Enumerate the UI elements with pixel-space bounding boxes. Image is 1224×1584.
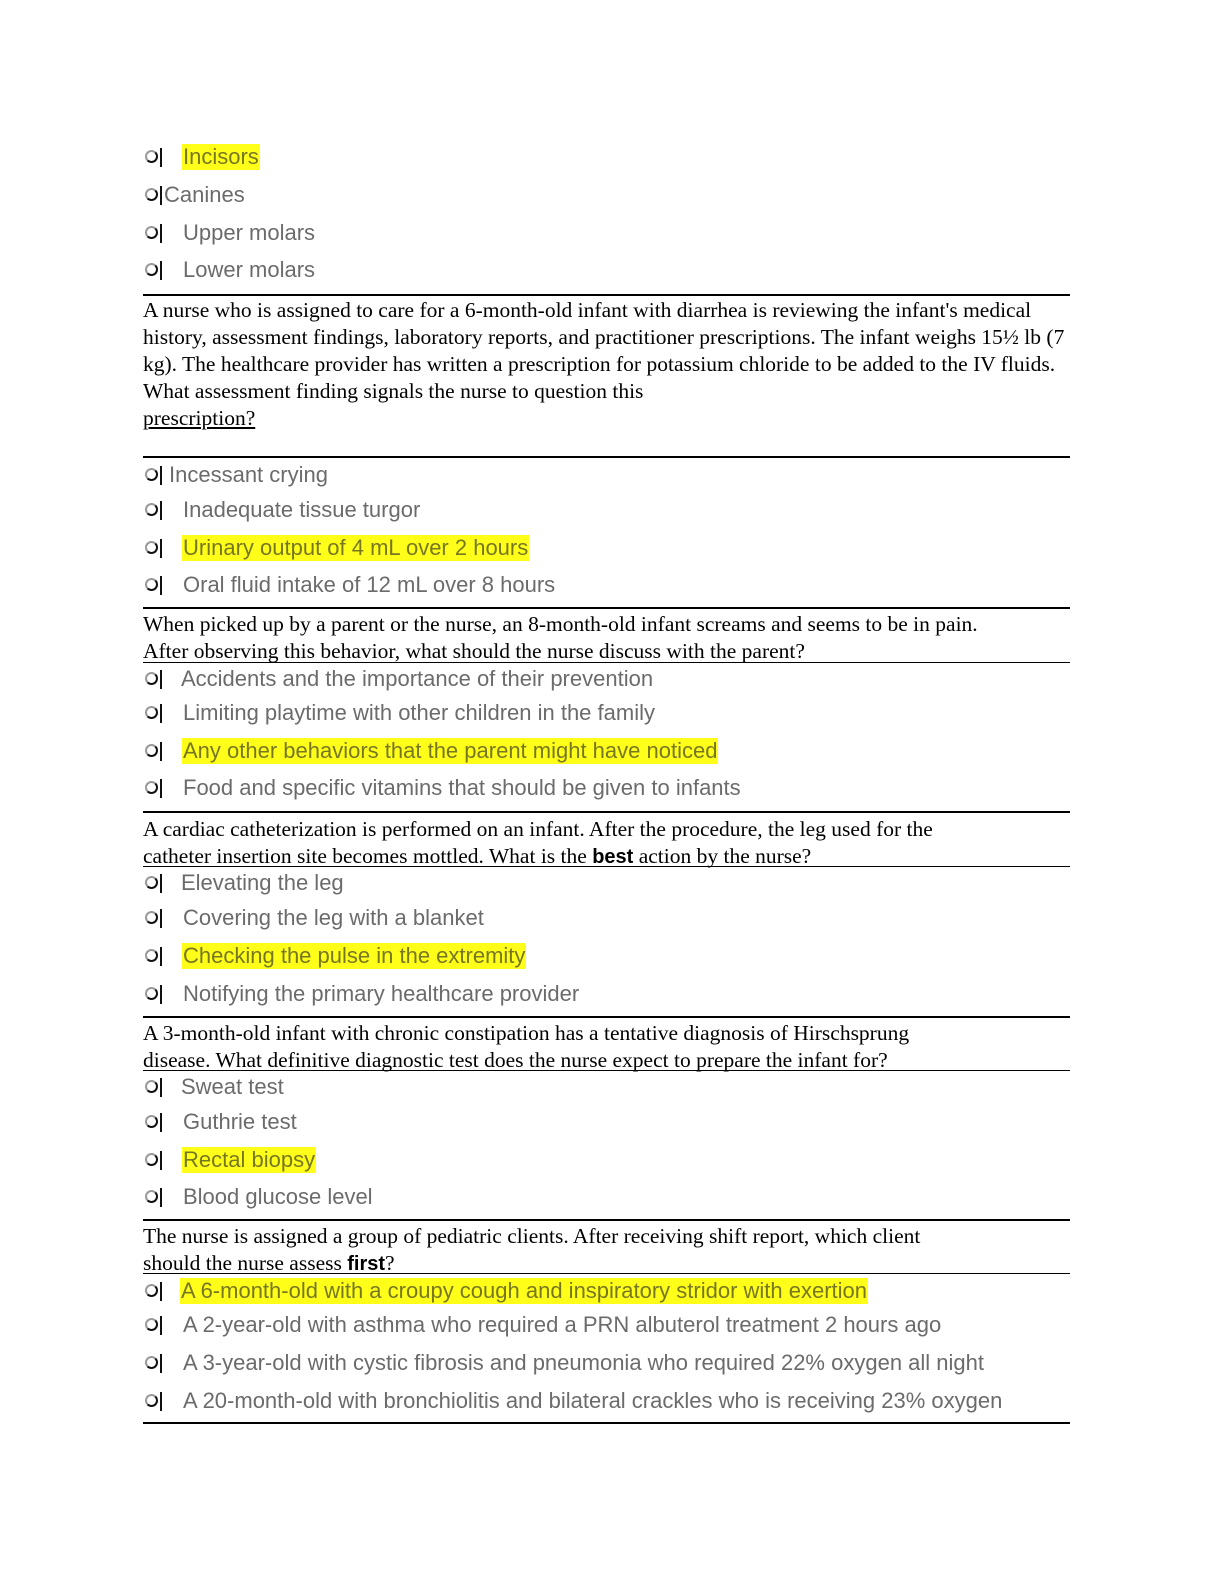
option-notifying-provider[interactable] [143, 978, 580, 1010]
radio-button-icon[interactable] [143, 872, 165, 894]
option-label: Canines [164, 182, 245, 207]
option-oral-fluid-intake[interactable] [143, 569, 556, 601]
radio-button-icon[interactable] [143, 537, 165, 559]
option-label: Food and specific vitamins that should be given to infants [183, 775, 741, 800]
question-text [143, 611, 1070, 665]
option-label: Inadequate tissue turgor [183, 497, 421, 522]
option-label: Any other behaviors that the parent might have noticed [183, 738, 718, 763]
divider [143, 607, 1070, 609]
radio-button-icon[interactable] [143, 222, 165, 244]
option-label: Incessant crying [169, 462, 328, 487]
option-incessant-crying[interactable] [143, 459, 329, 491]
radio-button-icon[interactable] [143, 499, 165, 521]
option-lower-molars[interactable] [143, 254, 316, 286]
question-line-2-end: action by the nurse? [638, 844, 812, 868]
radio-button-icon[interactable] [143, 1390, 165, 1412]
option-label: Upper molars [183, 220, 316, 245]
radio-button-icon[interactable] [143, 907, 165, 929]
question-line-1: A cardiac catheterization is performed on an infant. After the procedure, the leg used for the [143, 817, 933, 841]
question-line-2: disease. What definitive diagnostic test does the nurse expect to prepare the infant for? [143, 1048, 888, 1072]
radio-button-icon[interactable] [143, 1149, 165, 1171]
radio-button-icon[interactable] [143, 259, 165, 281]
radio-button-icon[interactable] [143, 777, 165, 799]
question-text [143, 1020, 1070, 1074]
question-line-2-start: should the nurse assess [143, 1251, 342, 1275]
question-emphasis: best [592, 846, 634, 868]
radio-button-icon[interactable] [143, 184, 165, 206]
radio-button-icon[interactable] [143, 574, 165, 596]
option-canines[interactable] [143, 179, 246, 211]
radio-button-icon[interactable] [143, 983, 165, 1005]
option-label: Checking the pulse in the extremity [183, 943, 526, 968]
option-label: Covering the leg with a blanket [183, 905, 484, 930]
radio-button-icon[interactable] [143, 1186, 165, 1208]
option-label: Urinary output of 4 mL over 2 hours [183, 535, 529, 560]
option-croupy-cough[interactable] [143, 1275, 868, 1307]
radio-button-icon[interactable] [143, 1314, 165, 1336]
option-accidents[interactable] [143, 663, 654, 695]
radio-button-icon[interactable] [143, 1111, 165, 1133]
radio-button-icon[interactable] [143, 1280, 165, 1302]
divider [143, 294, 1070, 296]
question-line-1: The nurse is assigned a group of pediatric clients. After receiving shift report, which client [143, 1224, 921, 1248]
option-bronchiolitis[interactable] [143, 1385, 1003, 1417]
option-label: Lower molars [183, 257, 316, 282]
option-blood-glucose[interactable] [143, 1181, 374, 1213]
option-label: Notifying the primary healthcare provider [183, 981, 580, 1006]
option-label: Accidents and the importance of their prevention [181, 666, 654, 691]
radio-button-icon[interactable] [143, 668, 165, 690]
option-label: Limiting playtime with other children in the family [183, 700, 655, 725]
question-line-1: A 3-month-old infant with chronic constipation has a tentative diagnosis of Hirschsprung [143, 1021, 910, 1045]
question-text [143, 297, 1070, 432]
option-guthrie-test[interactable] [143, 1106, 298, 1138]
option-inadequate-turgor[interactable] [143, 494, 421, 526]
divider [143, 1016, 1070, 1018]
option-asthma[interactable] [143, 1309, 942, 1341]
option-label: A 3-year-old with cystic fibrosis and pneumonia who required 22% oxygen all night [183, 1350, 984, 1375]
option-rectal-biopsy[interactable] [143, 1144, 316, 1176]
option-label: A 20-month-old with bronchiolitis and bilateral crackles who is receiving 23% oxygen [183, 1388, 1003, 1413]
radio-button-icon[interactable] [143, 740, 165, 762]
question-text [143, 1223, 1070, 1278]
option-label: Oral fluid intake of 12 mL over 8 hours [183, 572, 556, 597]
option-sweat-test[interactable] [143, 1071, 285, 1103]
radio-button-icon[interactable] [143, 1076, 165, 1098]
option-limiting-playtime[interactable] [143, 697, 656, 729]
radio-button-icon[interactable] [143, 464, 165, 486]
option-label: Sweat test [181, 1074, 284, 1099]
option-elevating-leg[interactable] [143, 867, 345, 899]
radio-button-icon[interactable] [143, 1352, 165, 1374]
option-label: Guthrie test [183, 1109, 297, 1134]
question-emphasis: first [347, 1253, 386, 1275]
option-other-behaviors[interactable] [143, 735, 718, 767]
option-upper-molars[interactable] [143, 217, 316, 249]
option-label: Blood glucose level [183, 1184, 373, 1209]
question-line-2-end: ? [385, 1251, 395, 1275]
question-line-2-start: catheter insertion site becomes mottled. What is the [143, 844, 587, 868]
option-covering-leg[interactable] [143, 902, 485, 934]
option-food-vitamins[interactable] [143, 772, 742, 804]
question-tail: prescription? [143, 406, 256, 430]
divider [143, 1422, 1070, 1424]
option-label: A 6-month-old with a croupy cough and inspiratory stridor with exertion [181, 1278, 868, 1303]
option-label: Incisors [183, 144, 259, 169]
option-label: Elevating the leg [181, 870, 344, 895]
divider [143, 811, 1070, 813]
option-urinary-output[interactable] [143, 532, 529, 564]
question-body: A nurse who is assigned to care for a 6-month-old infant with diarrhea is reviewing the infant's medical history, assessment findings, laboratory reports, and practitioner prescriptions. The infant weighs 15½ lb (7 kg). The healthcare provider has written a prescription for potassium chloride to be added to the IV fluids. What assessment finding signals the nurse to question this [143, 298, 1065, 403]
divider [143, 1219, 1070, 1221]
question-text [143, 816, 1070, 871]
divider [143, 1273, 1070, 1274]
option-label: A 2-year-old with asthma who required a PRN albuterol treatment 2 hours ago [183, 1312, 942, 1337]
option-label: Rectal biopsy [183, 1147, 316, 1172]
radio-button-icon[interactable] [143, 146, 165, 168]
divider [143, 456, 1070, 458]
option-incisors[interactable] [143, 141, 260, 173]
radio-button-icon[interactable] [143, 702, 165, 724]
option-cystic-fibrosis[interactable] [143, 1347, 985, 1379]
question-line-2: After observing this behavior, what should the nurse discuss with the parent? [143, 639, 805, 663]
question-line-1: When picked up by a parent or the nurse, an 8-month-old infant screams and seems to be in pain. [143, 612, 978, 636]
option-checking-pulse[interactable] [143, 940, 526, 972]
radio-button-icon[interactable] [143, 945, 165, 967]
